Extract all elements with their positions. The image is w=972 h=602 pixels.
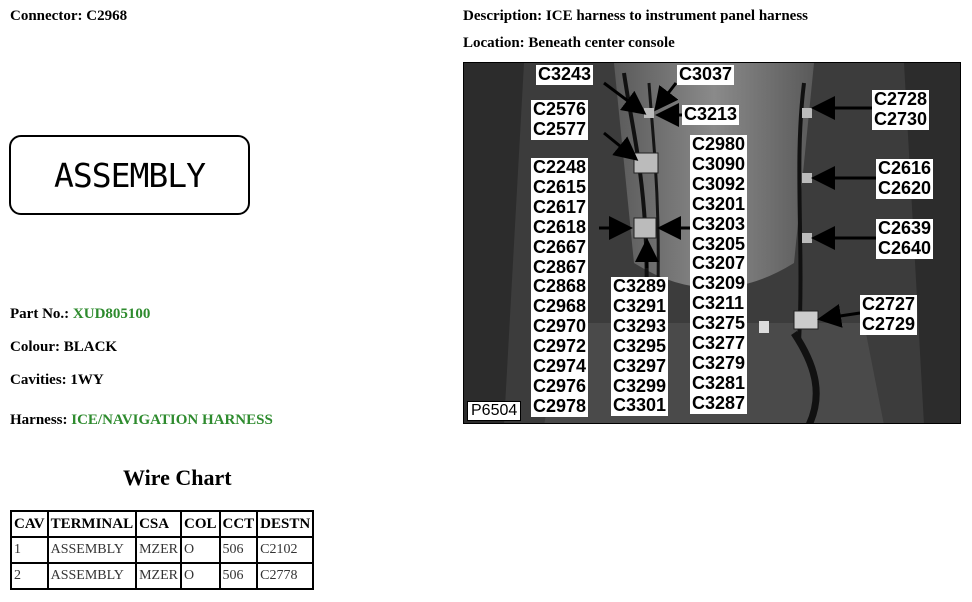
label-c2867: C2867 [533,256,587,277]
label-c3289: C3289 [613,276,667,296]
cell-terminal: ASSEMBLY [48,537,137,563]
connector-label: Connector: [10,8,83,24]
harness-field [10,412,273,429]
location-photo [463,62,961,424]
label-c3037: C3037 [679,64,733,84]
cell-col: O [181,563,220,589]
label-c2976: C2976 [533,375,587,396]
cavities-field [10,372,104,389]
part-no-value: XUD805100 [72,306,151,322]
description-value: ICE harness to instrument panel harness [545,8,809,24]
label-c2730: C2730 [874,108,928,129]
label-c2577: C2577 [533,118,587,139]
label-c2576: C2576 [533,99,587,119]
part-no-label: Part No.: [10,306,70,322]
cell-terminal: ASSEMBLY [48,563,137,589]
assembly-text: ASSEMBLY [54,155,205,195]
cell-csa: MZER [136,537,181,563]
label-c3293: C3293 [613,315,667,336]
label-group-right-2 [876,159,933,199]
cell-cav: 2 [11,563,48,589]
label-c3203: C3203 [692,213,746,234]
location-label: Location: [463,35,525,51]
cell-cav: 1 [11,537,48,563]
label-group-right-4 [860,295,917,335]
label-c2727: C2727 [862,294,916,314]
label-c2618: C2618 [533,216,587,237]
cell-col: O [181,537,220,563]
label-c3213: C3213 [684,104,738,124]
description-label: Description: [463,8,543,24]
description-field [463,8,808,25]
label-c2978: C2978 [533,395,587,416]
label-c2667: C2667 [533,236,587,257]
label-c2729: C2729 [862,313,916,334]
photo-id: P6504 [467,401,521,421]
label-c3297: C3297 [613,355,667,376]
wire-chart-title: Wire Chart [123,465,232,490]
harness-label: Harness: [10,412,68,428]
label-c3287: C3287 [692,392,746,413]
colour-label: Colour: [10,339,60,355]
label-c3279: C3279 [692,352,746,373]
label-c2974: C2974 [533,356,587,377]
label-c3092: C3092 [692,173,746,194]
wire-chart-table [10,510,314,590]
label-c2728: C2728 [874,89,928,109]
cell-cct: 506 [220,537,258,563]
label-c2868: C2868 [533,276,587,297]
cavities-label: Cavities: [10,372,67,388]
label-c3209: C3209 [692,273,746,294]
cell-csa: MZER [136,563,181,589]
label-c3211: C3211 [692,293,745,314]
col-destn-header: DESTN [257,511,313,537]
col-csa-header: CSA [136,511,181,537]
label-c3277: C3277 [692,333,746,354]
colour-field [10,339,117,356]
label-c2972: C2972 [533,336,587,357]
col-cav-header: CAV [11,511,48,537]
colour-value: BLACK [63,339,118,355]
label-c2980: C2980 [692,134,746,154]
label-c3291: C3291 [613,295,667,316]
label-group-left-top [531,100,588,140]
label-c3243: C3243 [538,64,592,84]
label-c2620: C2620 [878,177,932,198]
part-no-field [10,306,150,323]
location-field [463,35,675,52]
label-c2639: C2639 [878,218,932,238]
label-c2616: C2616 [878,158,932,178]
label-c3301: C3301 [613,395,667,416]
label-c2617: C2617 [533,196,587,217]
label-c2615: C2615 [533,176,587,197]
label-c3281: C3281 [692,372,746,393]
wire-chart-header-row [11,511,313,537]
label-c3201: C3201 [692,193,746,214]
cell-destn: C2778 [257,563,313,589]
location-value: Beneath center console [528,35,675,51]
label-group-right-column [690,135,747,414]
label-c2968: C2968 [533,296,587,317]
label-c3299: C3299 [613,375,667,396]
label-c3295: C3295 [613,335,667,356]
label-group-left-column [531,158,588,417]
assembly-diagram [9,135,250,215]
col-terminal-header: TERMINAL [48,511,137,537]
connector-field [10,8,127,25]
col-col-header: COL [181,511,220,537]
label-c3090: C3090 [692,153,746,174]
connector-value: C2968 [86,8,128,24]
label-c2248: C2248 [533,157,587,177]
table-row [11,563,313,589]
col-cct-header: CCT [220,511,258,537]
label-c3205: C3205 [692,233,746,254]
label-c3207: C3207 [692,253,746,274]
label-c3275: C3275 [692,313,746,334]
label-group-right-1 [872,90,929,130]
cavities-value: 1WY [70,372,104,388]
cell-cct: 506 [220,563,258,589]
label-group-mid-column [611,277,668,416]
cell-destn: C2102 [257,537,313,563]
label-c2640: C2640 [878,237,932,258]
table-row [11,537,313,563]
label-group-right-3 [876,219,933,259]
harness-value: ICE/NAVIGATION HARNESS [71,412,273,428]
label-c2970: C2970 [533,316,587,337]
